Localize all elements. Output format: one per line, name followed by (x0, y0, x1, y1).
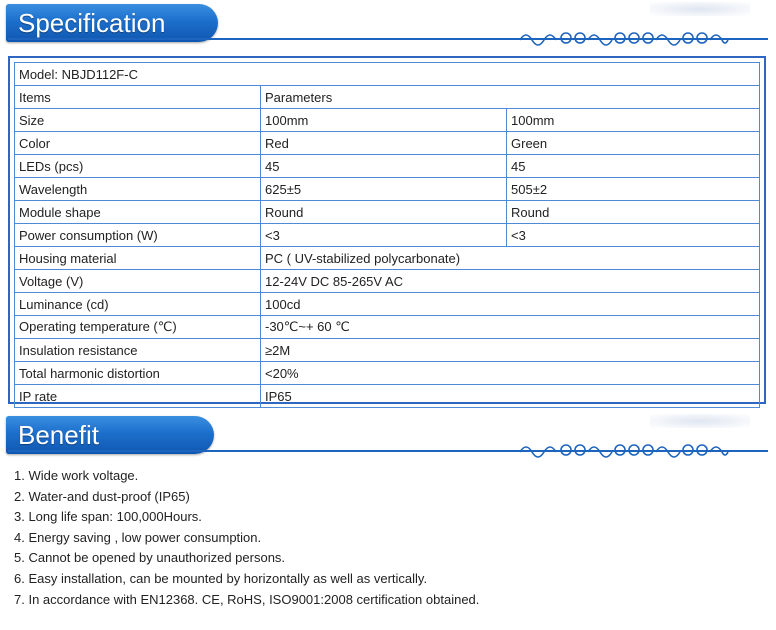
item-cell: Housing material (15, 247, 261, 270)
table-row (15, 247, 760, 270)
parameter-cell: 45 (507, 155, 760, 178)
benefit-banner (0, 412, 776, 460)
item-cell: LEDs (pcs) (15, 155, 261, 178)
list-item: 4. Energy saving , low power consumption. (14, 529, 262, 545)
benefit-list (14, 466, 479, 610)
model-cell: Model: NBJD112F-C (15, 63, 760, 86)
table-row-model (15, 63, 760, 86)
parameter-cell: Round (261, 201, 507, 224)
table-row (15, 155, 760, 178)
table-row (15, 385, 760, 408)
table-row (15, 201, 760, 224)
swirl-ornament-icon (518, 440, 730, 460)
parameter-cell: <3 (507, 224, 760, 247)
list-item: 3. Long life span: 100,000Hours. (14, 509, 202, 525)
header-parameters: Parameters (261, 86, 760, 109)
item-cell: Module shape (15, 201, 261, 224)
parameter-cell: ≥2M (261, 339, 760, 362)
item-cell: Color (15, 132, 261, 155)
table-row (15, 224, 760, 247)
table-row (15, 293, 760, 316)
table-row (15, 270, 760, 293)
table-row (15, 316, 760, 339)
parameter-cell: <20% (261, 362, 760, 385)
table-row (15, 339, 760, 362)
table-row (15, 178, 760, 201)
table-row (15, 132, 760, 155)
list-item: 1. Wide work voltage. (14, 468, 139, 483)
table-row (15, 362, 760, 385)
item-cell: Voltage (V) (15, 270, 261, 293)
list-item: 7. In accordance with EN12368. CE, RoHS, ISO9001:2008 certification obtained. (14, 591, 480, 607)
parameter-cell: 12-24V DC 85-265V AC (261, 270, 760, 293)
benefit-tab (6, 416, 214, 454)
item-cell: Operating temperature (℃) (15, 316, 261, 339)
table-row (15, 109, 760, 132)
parameter-cell: Green (507, 132, 760, 155)
parameter-cell: 45 (261, 155, 507, 178)
item-cell: Luminance (cd) (15, 293, 261, 316)
benefit-title: Benefit (18, 420, 99, 450)
item-cell: Total harmonic distortion (15, 362, 261, 385)
item-cell: IP rate (15, 385, 261, 408)
parameter-cell: Round (507, 201, 760, 224)
parameter-cell: 625±5 (261, 178, 507, 201)
parameter-cell: 100mm (261, 109, 507, 132)
banner-glow (650, 414, 750, 428)
parameter-cell: <3 (261, 224, 507, 247)
item-cell: Wavelength (15, 178, 261, 201)
parameter-cell: 505±2 (507, 178, 760, 201)
specification-table (14, 62, 760, 408)
parameter-cell: 100cd (261, 293, 760, 316)
specification-table-frame (8, 56, 766, 404)
specification-tab (6, 4, 218, 42)
item-cell: Insulation resistance (15, 339, 261, 362)
parameter-cell: PC ( UV-stabilized polycarbonate) (261, 247, 760, 270)
table-header-row (15, 86, 760, 109)
parameter-cell: Red (261, 132, 507, 155)
list-item: 6. Easy installation, can be mounted by horizontally as well as vertically. (14, 570, 428, 586)
item-cell: Power consumption (W) (15, 224, 261, 247)
banner-glow (650, 2, 750, 16)
parameter-cell: -30℃~+ 60 ℃ (261, 316, 760, 339)
list-item: 5. Cannot be opened by unauthorized persons. (14, 550, 286, 566)
specification-banner (0, 0, 776, 48)
parameter-cell: 100mm (507, 109, 760, 132)
specification-title: Specification (18, 8, 166, 38)
swirl-ornament-icon (518, 28, 730, 48)
parameter-cell: IP65 (261, 385, 760, 408)
item-cell: Size (15, 109, 261, 132)
list-item: 2. Water-and dust-proof (IP65) (14, 488, 190, 504)
header-items: Items (15, 86, 261, 109)
